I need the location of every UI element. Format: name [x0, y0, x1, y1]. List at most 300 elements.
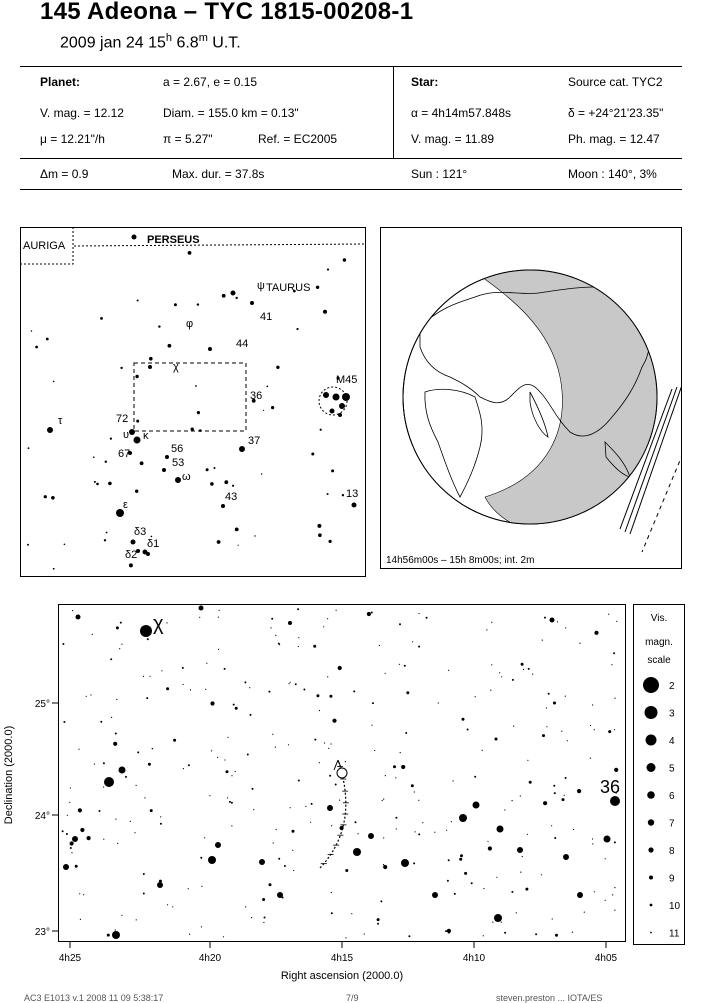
- chart-star: [511, 891, 513, 893]
- chart-star: [107, 934, 110, 937]
- chart-star: [272, 734, 273, 735]
- target-star-marker: [337, 768, 347, 778]
- chart-star: [115, 819, 116, 820]
- chart-star: [121, 644, 122, 645]
- scale-label: 8: [669, 846, 675, 857]
- chart-star: [199, 617, 200, 618]
- chart-star: [535, 933, 537, 935]
- chart-star: [190, 689, 191, 690]
- chart-star: [460, 854, 463, 857]
- chart-star: [364, 933, 365, 934]
- date-main: 2009 jan 24 15: [60, 34, 166, 52]
- ra-tick-label: 4h25: [58, 953, 82, 964]
- chart-star: [259, 859, 265, 865]
- finder-star: [195, 385, 197, 387]
- chart-star: [573, 829, 574, 830]
- chart-star: [399, 664, 400, 665]
- chart-star: [541, 874, 542, 875]
- detail-label-36: 36: [600, 777, 621, 797]
- chart-star: [298, 780, 300, 782]
- finder-star: [162, 468, 166, 472]
- chart-star: [235, 771, 236, 772]
- finder-star: [137, 300, 139, 302]
- chart-star: [182, 667, 184, 669]
- chart-star: [594, 729, 595, 730]
- chart-star: [446, 830, 447, 831]
- chart-star: [520, 872, 521, 873]
- planet-mu: μ = 12.21"/h: [40, 132, 105, 146]
- chart-star: [464, 872, 467, 875]
- star-heading: Star:: [411, 75, 439, 89]
- chart-star: [511, 800, 512, 801]
- scale-dot: [648, 847, 653, 852]
- chart-star: [270, 627, 271, 628]
- chart-star: [144, 797, 145, 798]
- chart-star: [495, 738, 498, 741]
- chart-star: [608, 614, 609, 615]
- chart-star: [224, 668, 226, 670]
- chart-star: [113, 742, 117, 746]
- header-rule-mid: [20, 158, 682, 159]
- chart-star: [70, 847, 72, 849]
- chart-star: [247, 754, 249, 756]
- finder-star: [165, 455, 169, 459]
- chart-star: [166, 687, 169, 690]
- chart-star: [276, 829, 277, 830]
- chart-star: [614, 910, 615, 911]
- moon-info: Moon : 140°, 3%: [568, 167, 657, 181]
- chart-star: [136, 919, 137, 920]
- finder-star: [51, 496, 55, 500]
- chart-star: [339, 800, 340, 801]
- ra-tick-label: 4h10: [462, 953, 486, 964]
- chart-star: [167, 904, 168, 905]
- finder-star: [96, 483, 99, 486]
- chart-star: [218, 649, 219, 650]
- chart-star: [319, 762, 320, 763]
- finder-star: [331, 469, 334, 472]
- chart-star: [233, 704, 235, 706]
- finder-star: [327, 268, 329, 270]
- scale-title-1: Vis.: [650, 613, 668, 624]
- chart-star: [564, 795, 565, 796]
- finder-label: δ1: [147, 538, 160, 550]
- chart-star: [223, 936, 224, 937]
- chart-star: [112, 931, 120, 939]
- scale-dot: [645, 706, 658, 719]
- finder-star: [329, 540, 332, 543]
- chart-star: [183, 684, 184, 685]
- finder-star: [323, 310, 327, 314]
- finder-star: [64, 544, 66, 546]
- chart-star: [371, 725, 372, 726]
- chart-star: [553, 785, 555, 787]
- scale-dot: [650, 932, 652, 934]
- finder-label: ψ: [257, 280, 265, 292]
- chart-star: [448, 859, 450, 861]
- chart-star: [546, 707, 547, 708]
- chart-star: [565, 696, 566, 697]
- chart-star: [383, 865, 387, 869]
- star-dec: δ = +24°21'23.35": [568, 106, 664, 120]
- chart-star: [269, 883, 272, 886]
- chart-star: [331, 743, 332, 744]
- footer-page: 7/9: [346, 993, 359, 1003]
- finder-label: υ: [123, 429, 130, 441]
- finder-star: [108, 482, 112, 486]
- chart-star: [314, 739, 316, 741]
- finder-star: [129, 563, 133, 567]
- chart-star: [525, 888, 528, 891]
- finder-label: δ3: [134, 526, 147, 538]
- dec-tick-label: 24°: [34, 811, 50, 822]
- chart-star: [532, 674, 533, 675]
- chart-star: [438, 702, 439, 703]
- chart-star: [78, 749, 79, 750]
- star-vmag: V. mag. = 11.89: [411, 132, 495, 146]
- chart-star: [605, 858, 606, 859]
- chart-star: [117, 843, 118, 844]
- chart-star: [577, 789, 581, 793]
- chart-star: [201, 926, 202, 927]
- finder-label: 56: [171, 443, 184, 455]
- chart-star: [303, 689, 305, 691]
- chart-star: [542, 640, 543, 641]
- chart-star: [279, 644, 280, 645]
- planet-vmag: V. mag. = 12.12: [40, 106, 124, 120]
- chart-star: [473, 802, 480, 809]
- chart-star: [319, 710, 320, 711]
- chart-star: [590, 725, 591, 726]
- chart-star: [418, 833, 420, 835]
- chart-star: [189, 934, 190, 935]
- finder-star: [217, 540, 221, 544]
- chart-star: [405, 732, 407, 734]
- chart-star: [231, 775, 232, 776]
- finder-star: [174, 303, 177, 306]
- chart-star: [69, 802, 70, 803]
- chart-star: [418, 646, 420, 648]
- date-ut: U.T.: [207, 34, 241, 52]
- chart-star: [188, 764, 190, 766]
- chart-star: [338, 666, 342, 670]
- chart-star: [520, 795, 521, 796]
- chart-star: [614, 841, 616, 843]
- chart-star: [116, 699, 117, 700]
- finder-label: 67: [118, 448, 131, 460]
- finder-star: [135, 490, 138, 493]
- chart-star: [491, 664, 492, 665]
- finder-label: 53: [172, 457, 185, 469]
- chart-star: [298, 637, 299, 638]
- finder-star: [236, 297, 238, 299]
- label-taurus: TAURUS: [266, 282, 311, 294]
- finder-star: [320, 429, 322, 431]
- chart-star: [612, 894, 613, 895]
- chart-star: [459, 858, 462, 861]
- chart-star: [206, 663, 207, 664]
- chart-star: [188, 888, 189, 889]
- chart-star: [544, 617, 546, 619]
- chart-star: [298, 646, 299, 647]
- chart-star: [380, 900, 382, 902]
- finder-star: [197, 303, 199, 305]
- finder-star: [263, 410, 264, 411]
- chart-star: [140, 625, 152, 637]
- chart-star: [110, 658, 112, 660]
- label-perseus: PERSEUS: [147, 234, 200, 246]
- chart-star: [99, 810, 101, 812]
- chart-star: [358, 833, 359, 834]
- chart-star: [548, 693, 550, 695]
- chart-star: [161, 670, 162, 671]
- chart-star: [451, 821, 452, 822]
- star-phmag: Ph. mag. = 12.47: [568, 132, 660, 146]
- chart-star: [483, 935, 484, 936]
- chart-star: [160, 816, 161, 817]
- chart-star: [529, 781, 532, 784]
- finder-label: 36: [250, 390, 263, 402]
- ra-tick-label: 4h20: [198, 953, 222, 964]
- finder-star: [129, 429, 135, 435]
- chart-star: [143, 893, 145, 895]
- chart-star: [90, 694, 91, 695]
- finder-star: [27, 544, 29, 546]
- chart-star: [613, 652, 615, 654]
- chart-star: [516, 912, 517, 913]
- chart-star: [311, 803, 313, 805]
- chart-star: [244, 681, 246, 683]
- chart-star: [104, 777, 114, 787]
- scale-dot: [648, 819, 654, 825]
- finder-star: [232, 485, 234, 487]
- chart-star: [252, 788, 254, 790]
- planet-heading: Planet:: [40, 75, 81, 89]
- chart-star: [408, 935, 410, 937]
- chart-star: [554, 792, 556, 794]
- chart-star: [231, 825, 232, 826]
- scale-dot: [647, 763, 656, 772]
- chart-star: [227, 797, 228, 798]
- chart-star: [614, 887, 615, 888]
- finder-star: [261, 473, 262, 474]
- chart-star: [528, 668, 530, 670]
- chart-star: [103, 786, 104, 787]
- chart-star: [499, 672, 500, 673]
- chart-star: [160, 823, 162, 825]
- finder-star: [28, 447, 30, 449]
- chart-star: [205, 689, 206, 690]
- chart-star: [563, 854, 569, 860]
- chart-star: [497, 826, 504, 833]
- chart-star: [288, 744, 289, 745]
- chart-star: [231, 802, 233, 804]
- finder-star: [140, 461, 144, 465]
- chart-star: [490, 690, 491, 691]
- chart-star: [554, 837, 556, 839]
- finder-star: [208, 347, 212, 351]
- chart-star: [522, 856, 523, 857]
- finder-star: [134, 437, 141, 444]
- chart-star: [218, 617, 219, 618]
- chart-star: [572, 932, 573, 933]
- chart-star: [487, 841, 488, 842]
- chart-star: [411, 784, 414, 787]
- chart-star: [332, 719, 336, 723]
- chart-star: [353, 848, 361, 856]
- planet-orbit: a = 2.67, e = 0.15: [163, 75, 258, 89]
- delta-mag: Δm = 0.9: [40, 167, 89, 181]
- chart-star: [324, 742, 325, 743]
- chart-star: [413, 862, 415, 864]
- chart-star: [501, 922, 502, 923]
- chart-star: [379, 645, 380, 646]
- header-divider: [393, 66, 394, 158]
- header-rule-bottom: [20, 189, 682, 190]
- chart-star: [226, 770, 229, 773]
- finder-label: 44: [236, 338, 249, 350]
- chart-star: [219, 610, 220, 611]
- finder-star: [131, 540, 136, 545]
- chart-star: [345, 761, 346, 762]
- chart-star: [552, 918, 553, 919]
- chart-star: [305, 806, 306, 807]
- finder-star: [222, 294, 226, 298]
- finder-star: [35, 346, 38, 349]
- finder-star: [323, 392, 329, 398]
- sun-elongation: Sun : 121°: [411, 167, 468, 181]
- chart-star: [412, 641, 413, 642]
- finder-star: [271, 406, 274, 409]
- chart-star: [327, 676, 328, 677]
- chart-star: [120, 622, 122, 624]
- chart-star: [224, 759, 225, 760]
- chart-star: [250, 714, 252, 716]
- chart-star: [137, 751, 139, 753]
- chart-star: [71, 852, 72, 853]
- chart-star: [592, 838, 593, 839]
- finder-star: [339, 404, 341, 406]
- chart-star: [157, 882, 163, 888]
- finder-star: [266, 386, 268, 388]
- chart-star: [264, 917, 266, 919]
- chart-star: [331, 912, 333, 914]
- chart-star: [273, 842, 274, 843]
- chart-star: [115, 733, 117, 735]
- chart-star: [111, 717, 112, 718]
- chart-star: [63, 721, 65, 723]
- finder-star: [149, 357, 153, 361]
- chart-star: [70, 787, 71, 788]
- finder-star: [46, 338, 49, 341]
- dec-tick-label: 25°: [34, 699, 50, 710]
- finder-label: ω: [182, 471, 191, 483]
- finder-label: 41: [260, 311, 273, 323]
- chart-star: [483, 888, 484, 889]
- scale-label: 2: [669, 681, 675, 692]
- chart-star: [399, 623, 401, 625]
- chart-star: [335, 784, 337, 786]
- chart-star: [447, 929, 451, 933]
- finder-star: [238, 545, 239, 546]
- finder-label: M45: [336, 374, 358, 386]
- finder-star: [317, 524, 321, 528]
- chart-star: [327, 805, 333, 811]
- chart-star: [418, 613, 419, 614]
- ra-tick-label: 4h15: [330, 953, 354, 964]
- chart-star: [92, 634, 93, 635]
- chart-star: [78, 808, 82, 812]
- chart-star: [183, 768, 184, 769]
- chart-star: [584, 912, 585, 913]
- chart-star: [79, 893, 80, 894]
- finder-star: [105, 461, 107, 463]
- chart-star: [467, 729, 469, 731]
- scale-label: 9: [669, 873, 675, 885]
- chart-star: [331, 892, 332, 893]
- finder-label: χ: [173, 361, 179, 373]
- chart-star: [290, 807, 291, 808]
- finder-chart: [20, 227, 366, 577]
- chart-star: [327, 618, 328, 619]
- finder-star: [316, 286, 319, 289]
- chart-star: [159, 880, 162, 883]
- scale-dot: [647, 791, 655, 799]
- ra-axis-ticks: [59, 942, 618, 964]
- finder-star: [100, 317, 103, 320]
- chart-star: [604, 836, 611, 843]
- chart-star: [400, 752, 401, 753]
- chart-star: [454, 893, 456, 895]
- chart-star: [292, 830, 295, 833]
- chart-star: [200, 857, 202, 859]
- scale-label: 3: [669, 708, 675, 720]
- chart-star: [383, 864, 384, 865]
- chart-star: [262, 898, 265, 901]
- chart-star: [166, 622, 167, 623]
- scale-title-2: magn.: [645, 637, 673, 648]
- chart-star: [550, 618, 555, 623]
- finder-star: [343, 258, 346, 261]
- chart-star: [504, 809, 505, 810]
- chart-star: [146, 697, 148, 699]
- chart-star: [75, 865, 78, 868]
- chart-star: [401, 765, 405, 769]
- finder-star: [168, 344, 172, 348]
- chart-star: [80, 828, 84, 832]
- chart-star: [371, 612, 373, 614]
- finder-star: [93, 456, 95, 458]
- chart-star: [610, 796, 620, 806]
- label-auriga: AURIGA: [23, 240, 66, 252]
- finder-star: [342, 393, 350, 401]
- scale-dot: [650, 904, 653, 907]
- finder-star: [106, 532, 108, 534]
- chart-star: [353, 690, 355, 692]
- header-rule-top: [20, 66, 682, 67]
- earth-globe-panel: [380, 227, 682, 569]
- chart-star: [310, 822, 311, 823]
- chart-star: [561, 731, 562, 732]
- finder-label: κ: [143, 430, 149, 442]
- chart-star: [542, 734, 545, 737]
- finder-star: [136, 420, 139, 423]
- finder-star: [148, 365, 152, 369]
- chart-star: [86, 696, 87, 697]
- finder-label: τ: [58, 415, 63, 427]
- chart-star: [72, 836, 78, 842]
- chart-star: [328, 748, 329, 749]
